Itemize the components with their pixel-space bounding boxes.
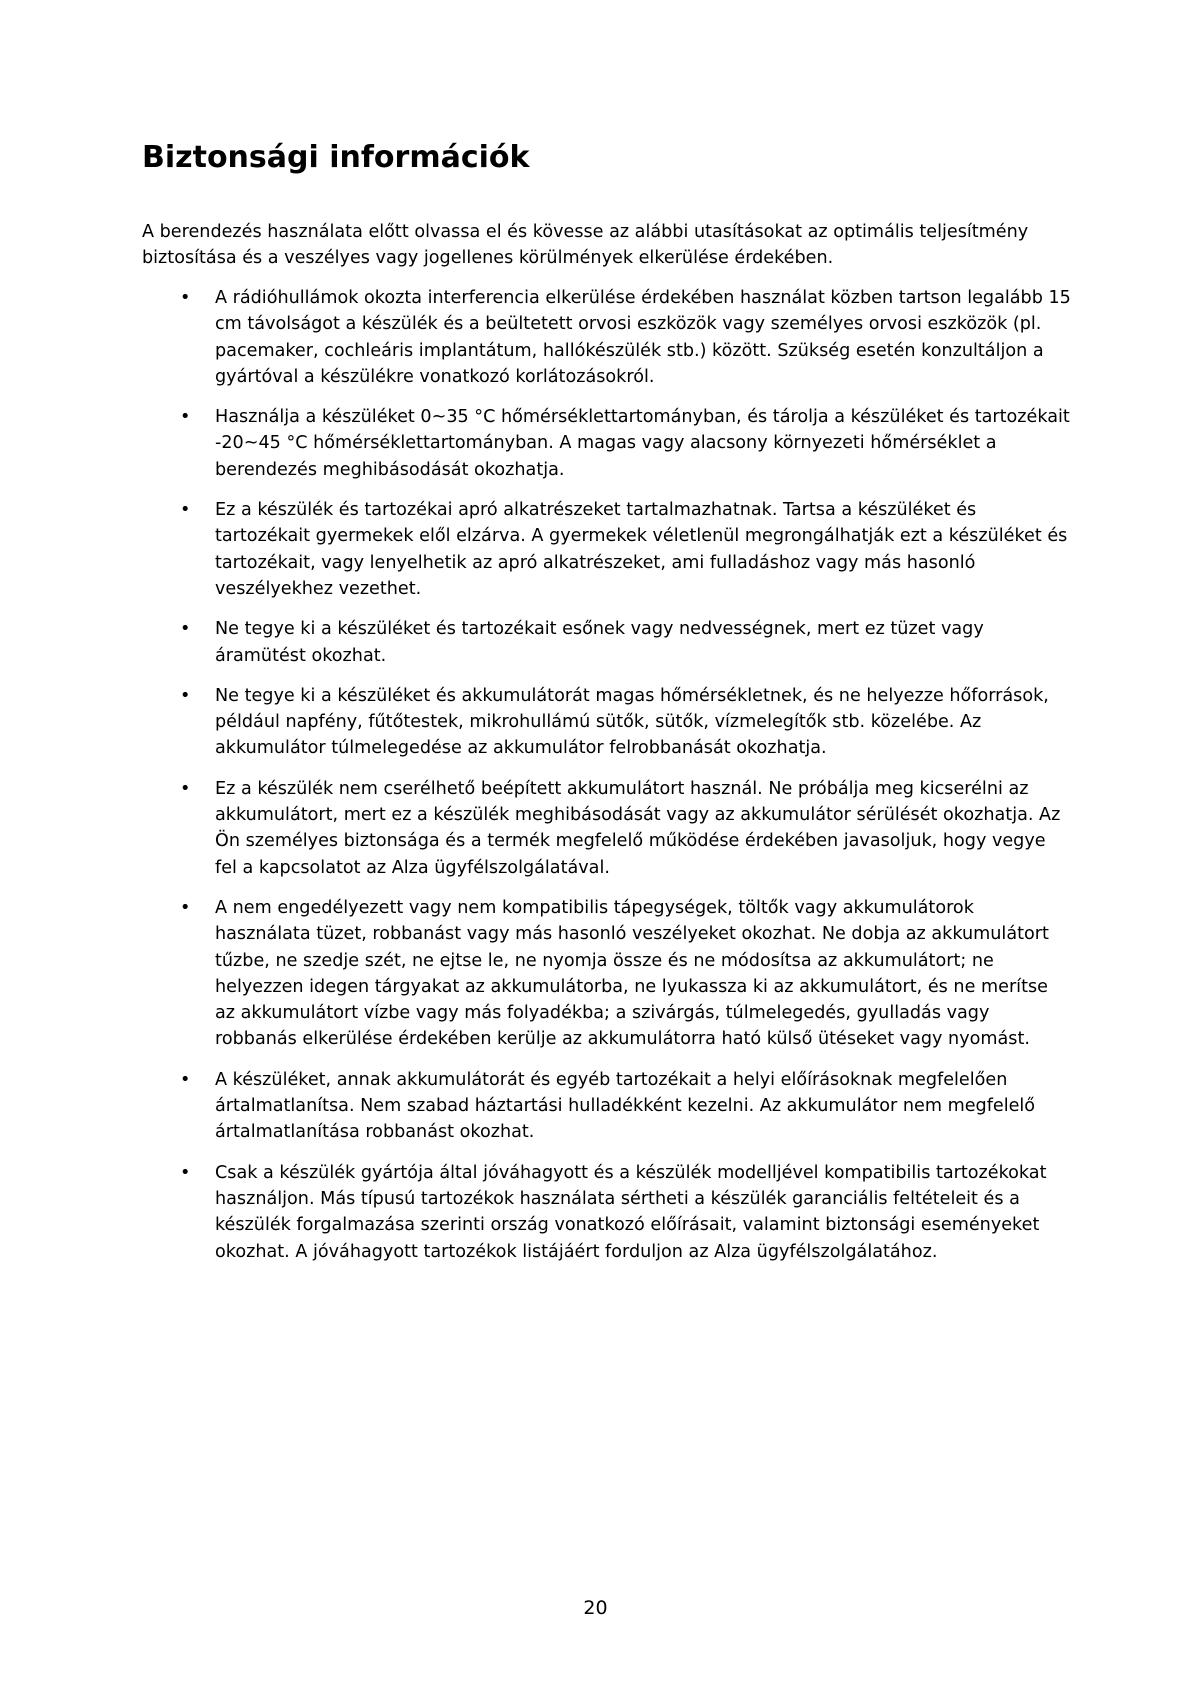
bullet-icon: • (180, 685, 191, 706)
list-item-text: Ne tegye ki a készüléket és tartozékait esőnek vagy nedvességnek, mert ez tüzet vagy áramütést okozhat. (215, 619, 984, 666)
bullet-icon: • (180, 288, 191, 308)
list-item (142, 895, 1072, 1053)
list-item (142, 1160, 1072, 1265)
bullet-icon: • (180, 1069, 191, 1090)
bullet-icon: • (180, 619, 191, 640)
bullet-icon: • (180, 407, 191, 428)
list-item (142, 616, 1072, 669)
list-item (142, 776, 1072, 881)
list-item-text: Ez a készülék nem cserélhető beépített akkumulátort használ. Ne próbálja meg kicserélni az akkumulátort, mert ez a készülék meghibásodását vagy az akkumulátor sérülését okozhatja. Az Ön személyes biztonsága és a termék megfelelő működése érdekében javasoljuk, hogy vegye fel a kapcsolatot az Alza ügyfélszolgálatával. (215, 778, 1061, 878)
list-item-text: A készüléket, annak akkumulátorát és egyéb tartozékait a helyi előírásoknak megfelelően ártalmatlanítsa. Nem szabad háztartási hulladékként kezelni. Az akkumulátor nem megfelelő ártalmatlanítása robbanást okozhat. (215, 1069, 1036, 1143)
list-item-text: Használja a készüléket 0~35 °C hőmérséklettartományban, és tárolja a készüléket és tartozékait -20~45 °C hőmérséklettartományban. A magas vagy alacsony környezeti hőmérséklet a berendezés meghibásodását okozhatja. (215, 407, 1070, 480)
list-item-text: Ez a készülék és tartozékai apró alkatrészeket tartalmazhatnak. Tartsa a készüléket és tartozékait gyermekek elől elzárva. A gyermekek véletlenül megrongálhatják ezt a készüléket és tartozékait, vagy lenyelhetik az apró alkatrészeket, ami fulladáshoz vagy más hasonló veszélyekhez vezethet. (215, 500, 1068, 599)
page-number: 20 (583, 1597, 608, 1619)
list-item (142, 404, 1072, 483)
list-item (142, 285, 1072, 390)
page-title: Biztonsági információk (142, 140, 530, 175)
bullet-icon: • (180, 778, 191, 799)
list-item-text: Csak a készülék gyártója által jóváhagyott és a készülék modelljével kompatibilis tartozékokat használjon. Más típusú tartozékok használata sértheti a készülék garanciális feltételeit és a készülék forgalmazása szerinti ország vonatkozó előírásait, valamint biztonsági eseményeket okozhat. A jóváhagyott tartozékok listájáért forduljon az Alza ügyfélszolgálatához. (215, 1162, 1047, 1262)
list-item (142, 1067, 1072, 1146)
bullet-icon: • (180, 500, 191, 521)
bullet-icon: • (180, 897, 191, 918)
bullet-icon: • (180, 1162, 191, 1183)
list-item-text: A rádióhullámok okozta interferencia elkerülése érdekében használat közben tartson legalább 15 cm távolságot a készülék és a beültetett orvosi eszközök vagy személyes orvosi eszközök (pl. pacemaker, cochleáris implantátum, hallókészülék stb.) között. Szükség esetén konzultáljon a gyártóval a készülékre vonatkozó korlátozásokról. (215, 288, 1071, 387)
safety-list (142, 285, 1072, 1279)
list-item (142, 683, 1072, 762)
list-item-text: A nem engedélyezett vagy nem kompatibilis tápegységek, töltők vagy akkumulátorok használata tüzet, robbanást vagy más hasonló veszélyeket okozhat. Ne dobja az akkumulátort tűzbe, ne szedje szét, ne ejtse le, ne nyomja össze és ne módosítsa az akkumulátort; ne helyezzen idegen tárgyakat az akkumulátorba, ne lyukassza ki az akkumulátort, és ne merítse az akkumulátort vízbe vagy más folyadékba; a szivárgás, túlmelegedés, gyulladás vagy robbanás elkerülése érdekében kerülje az akkumulátorra ható külső ütéseket vagy nyomást. (215, 897, 1049, 1050)
intro-paragraph: A berendezés használata előtt olvassa el és kövesse az alábbi utasításokat az optimális teljesítmény biztosítása és a veszélyes vagy jogellenes körülmények elkerülése érdekében. (142, 222, 1029, 268)
list-item (142, 497, 1072, 602)
list-item-text: Ne tegye ki a készüléket és akkumulátorát magas hőmérsékletnek, és ne helyezze hőforrások, például napfény, fűtőtestek, mikrohullámú sütők, sütők, vízmelegítők stb. közelébe. Az akkumulátor túlmelegedése az akkumulátor felrobbanását okozhatja. (215, 685, 1049, 759)
